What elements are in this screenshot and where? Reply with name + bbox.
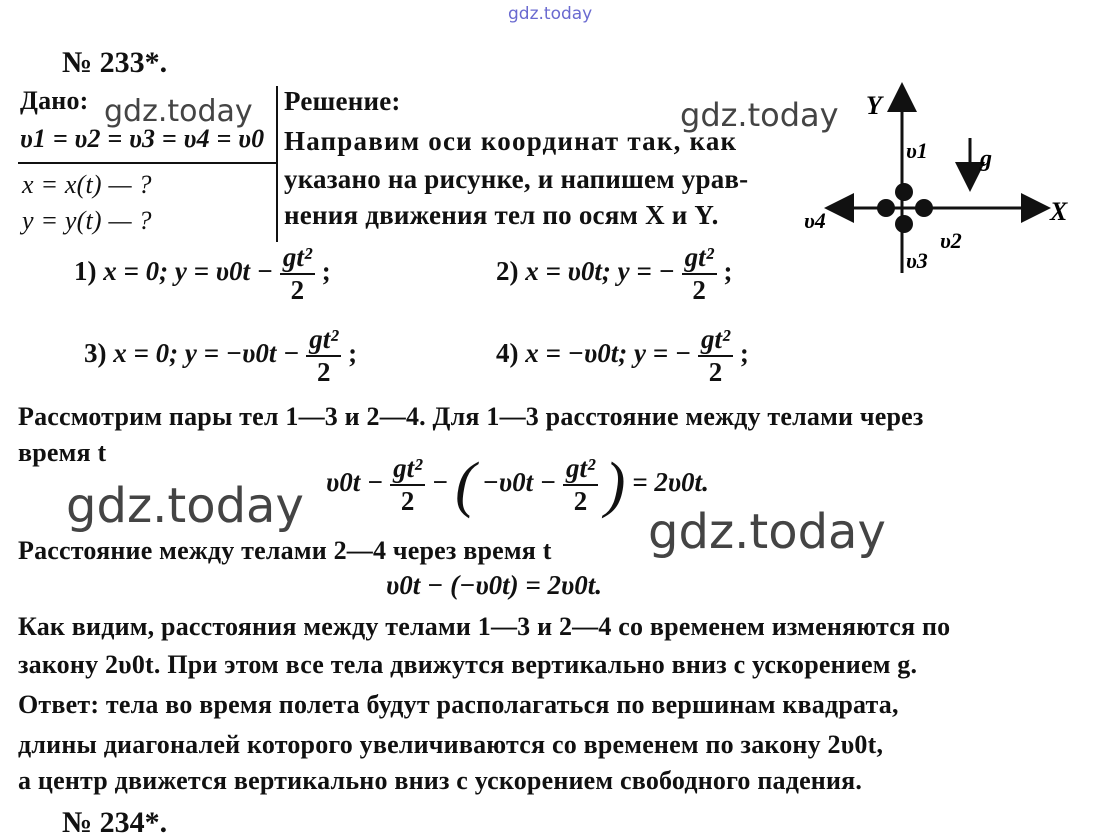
dist13-frac1-num: gt²: [390, 455, 425, 486]
eq1-frac-den: 2: [290, 275, 305, 305]
dist13-result: = 2υ0t.: [632, 467, 709, 498]
dist13-frac2-num: gt²: [563, 455, 598, 486]
eq3-fraction: [306, 326, 341, 386]
next-problem-number: № 234*.: [62, 806, 168, 839]
eq4-frac-den: 2: [708, 357, 723, 387]
equation-3: [84, 326, 357, 386]
eq2-prefix: 2): [496, 256, 519, 287]
coordinate-diagram: [800, 78, 1080, 278]
solution-line-1: Направим оси координат так, как: [284, 126, 738, 156]
dist13-part-a: υ0t −: [326, 467, 384, 498]
dist13-part-b: −: [431, 467, 449, 498]
eq4-fraction: [698, 326, 733, 386]
eq4-frac-num: gt²: [698, 326, 733, 357]
eq1-text: x = 0; y = υ0t −: [103, 256, 274, 287]
watermark-right-mid: gdz.today: [648, 504, 886, 560]
eq2-end: ;: [723, 256, 733, 287]
body-2: [915, 199, 933, 217]
solution-line-2: указано на рисунке, и напишем урав-: [284, 164, 749, 194]
answer-line-2: длины диагоналей которого увеличиваются со временем по закону 2υ0t,: [18, 730, 884, 759]
equation-4: [496, 326, 749, 386]
equation-1: [74, 244, 331, 304]
eq2-fraction: [682, 244, 717, 304]
given-label: Дано:: [20, 86, 89, 115]
eq2-frac-num: gt²: [682, 244, 717, 275]
axis-x-label: X: [1050, 197, 1068, 226]
eq3-frac-num: gt²: [306, 326, 341, 357]
watermark-left-mid: gdz.today: [66, 478, 304, 534]
problem-number: № 233*.: [62, 46, 168, 79]
eq3-frac-den: 2: [317, 357, 331, 387]
dist13-frac2-den: 2: [573, 486, 588, 516]
solution-line-3: нения движения тел по осям X и Y.: [284, 200, 719, 230]
watermark-given: gdz.today: [104, 94, 253, 129]
given-condition: υ1 = υ2 = υ3 = υ4 = υ0: [20, 124, 265, 153]
eq3-prefix: 3): [84, 338, 107, 369]
axis-y-label: Y: [866, 91, 882, 120]
v2-label: υ2: [940, 228, 962, 253]
given-vertical-divider: [276, 86, 278, 242]
eq1-end: ;: [321, 256, 331, 287]
body-1: [895, 183, 913, 201]
dist13-fraction-1: [390, 455, 425, 515]
distance-24-equation: υ0t − (−υ0t) = 2υ0t.: [386, 570, 603, 600]
eq1-frac-num: gt²: [280, 244, 315, 275]
find-y: y = y(t) — ?: [22, 206, 152, 235]
eq3-end: ;: [348, 338, 358, 369]
g-label: g: [980, 146, 992, 172]
answer-line-1: Ответ: тела во время полета будут располагаться по вершинам квадрата,: [18, 690, 899, 719]
paragraph-3-line-2: закону 2υ0t. При этом все тела движутся вертикально вниз с ускорением g.: [18, 650, 918, 679]
paragraph-3-line-1: Как видим, расстояния между телами 1—3 и 2—4 со временем изменяются по: [18, 612, 951, 641]
right-paren: ): [604, 451, 626, 519]
equation-2: [496, 244, 732, 304]
eq1-fraction: [280, 244, 315, 304]
eq4-end: ;: [739, 338, 749, 369]
solution-label: Решение:: [284, 86, 401, 116]
eq4-text: x = −υ0t; y = −: [525, 338, 692, 369]
watermark-top: gdz.today: [508, 4, 593, 24]
find-x: x = x(t) — ?: [22, 170, 152, 199]
given-divider: [18, 162, 276, 164]
v1-label: υ1: [906, 138, 928, 163]
paragraph-2: Расстояние между телами 2—4 через время t: [18, 536, 552, 565]
dist13-fraction-2: [563, 455, 598, 515]
eq4-prefix: 4): [496, 338, 519, 369]
eq1-prefix: 1): [74, 256, 97, 287]
dist13-part-c: −υ0t −: [482, 467, 557, 498]
answer-line-3: а центр движется вертикально вниз с ускорением свободного падения.: [18, 766, 863, 795]
body-3: [895, 215, 913, 233]
v4-label: υ4: [804, 208, 826, 233]
left-paren: (: [455, 451, 476, 519]
v3-label: υ3: [906, 248, 928, 273]
paragraph-1-line-2: время t: [18, 438, 107, 467]
watermark-solution: gdz.today: [680, 96, 839, 134]
eq2-text: x = υ0t; y = −: [525, 256, 675, 287]
eq2-frac-den: 2: [692, 275, 706, 305]
dist13-frac1-den: 2: [400, 486, 415, 516]
eq3-text: x = 0; y = −υ0t −: [113, 338, 300, 369]
body-4: [877, 199, 895, 217]
paragraph-1-line-1: Рассмотрим пары тел 1—3 и 2—4. Для 1—3 расстояние между телами через: [18, 402, 924, 431]
